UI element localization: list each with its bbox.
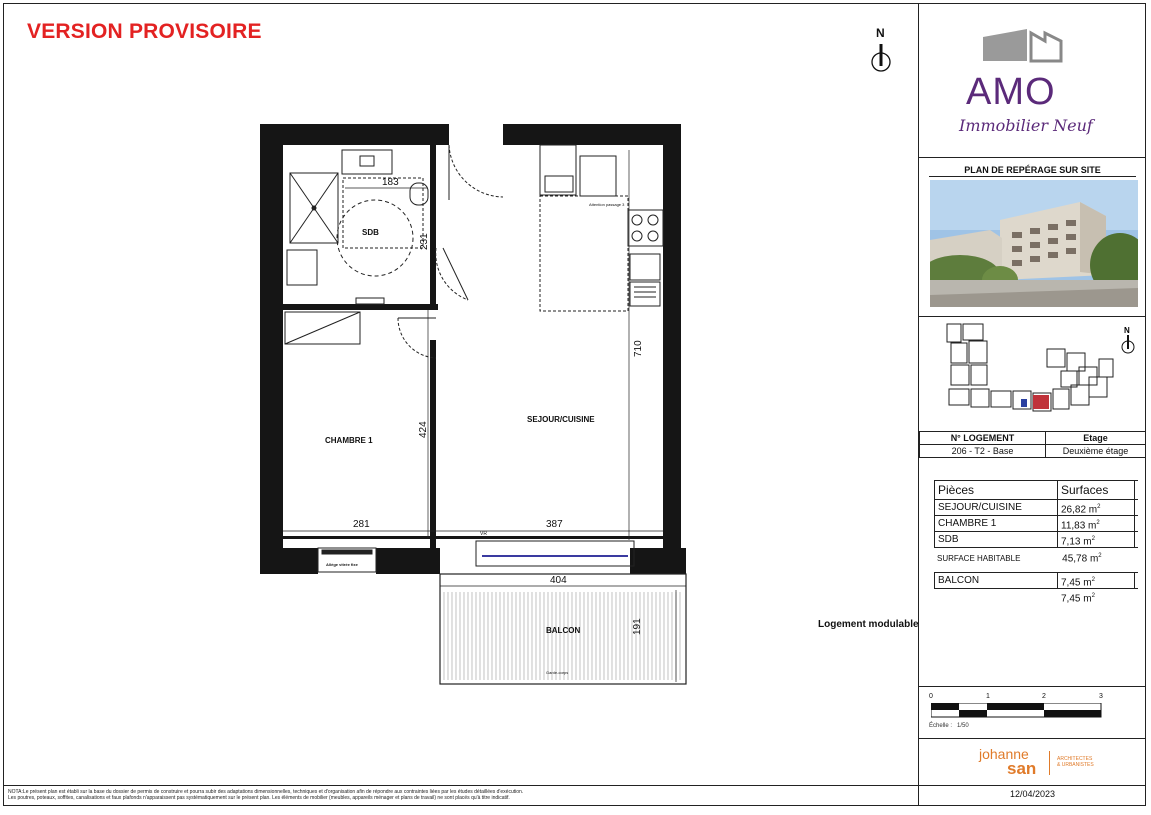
- etage-header: Etage: [1046, 432, 1146, 445]
- dim-183: 183: [382, 177, 399, 188]
- dim-281: 281: [353, 519, 370, 530]
- pieces-header: Pièces: [934, 481, 1058, 499]
- site-plan-title: PLAN DE REPÉRAGE SUR SITE: [929, 165, 1136, 177]
- map-north-label: N: [1124, 326, 1130, 335]
- highlighted-unit: [1033, 395, 1049, 409]
- balcon-total-row: 7,45 $m^2$: [1061, 593, 1095, 605]
- balcony-note: Garde-corps: [546, 670, 569, 675]
- exterior-walls: [260, 124, 686, 574]
- surface-row: SEJOUR/CUISINE 26,82 $m^2$: [934, 500, 1138, 516]
- etage-value: Deuxième étage: [1046, 445, 1146, 458]
- dim-231: 231: [419, 233, 430, 250]
- amo-logo-subtitle: Immobilier Neuf: [959, 116, 1093, 135]
- dim-424: 424: [418, 421, 429, 438]
- site-photo: [930, 180, 1138, 307]
- room-label-chambre: CHAMBRE 1: [325, 436, 373, 445]
- vr-label: VR: [480, 531, 487, 537]
- footer-divider: [3, 785, 919, 786]
- room-label-sejour: SEJOUR/CUISINE: [527, 415, 595, 424]
- balcon-row: BALCON 7,45 $m^2$: [934, 572, 1138, 589]
- surfaces-header: Surfaces: [1058, 481, 1135, 499]
- north-label: N: [876, 26, 885, 40]
- logement-modulable-label: Logement modulable: [818, 619, 919, 630]
- provisional-version-title: VERSION PROVISOIRE: [27, 20, 262, 43]
- window-note: Allège vitrée fixe: [326, 562, 358, 567]
- surface-row: SDB 7,13 $m^2$: [934, 532, 1138, 548]
- dim-191: 191: [632, 618, 643, 635]
- surface-habitable-row: SURFACE HABITABLE 45,78 $m^2$: [937, 553, 1102, 565]
- dim-710: 710: [633, 340, 644, 357]
- room-label-balcon: BALCON: [546, 626, 581, 635]
- surface-row: CHAMBRE 1 11,83 $m^2$: [934, 516, 1138, 532]
- kitchen-note: Attention passage 3: [589, 202, 625, 207]
- info-panel: [919, 3, 1146, 806]
- nota-text: NOTA:Le présent plan est établi sur la base du dossier de permis de construire et pourra subir des adaptations dimensionnelles, techniques et d'organisation afin de répondre aux contraintes liées par les études détaillées d'exécution. Les poutres, poteaux, soffites, canalisations et faux plafonds n'apparaissent pas systématiquement sur le présent plan. Les éléments de mobilier (meubles, appareils ménager et plans de travail) ne sont placés qu'à titre indicatif.: [8, 789, 524, 801]
- surfaces-table: [934, 480, 1138, 604]
- dim-404: 404: [550, 575, 567, 586]
- architect-logo: johanne san ARCHITECTES & URBANISTES: [979, 746, 1094, 778]
- scale-label: Échelle : 1/50: [929, 723, 969, 729]
- amo-logo-text: AMO: [966, 71, 1056, 113]
- logement-value: 206 - T2 - Base: [920, 445, 1046, 458]
- location-map: [929, 319, 1136, 434]
- plan-date: 12/04/2023: [1009, 789, 1056, 799]
- scale-bar: 0 1 2 3: [929, 693, 1139, 733]
- logement-header: N° LOGEMENT: [920, 432, 1046, 445]
- amo-logo-building-icon: [979, 25, 1079, 65]
- dim-387: 387: [546, 519, 563, 530]
- room-label-sdb: SDB: [362, 228, 379, 237]
- logement-table: [919, 431, 1146, 458]
